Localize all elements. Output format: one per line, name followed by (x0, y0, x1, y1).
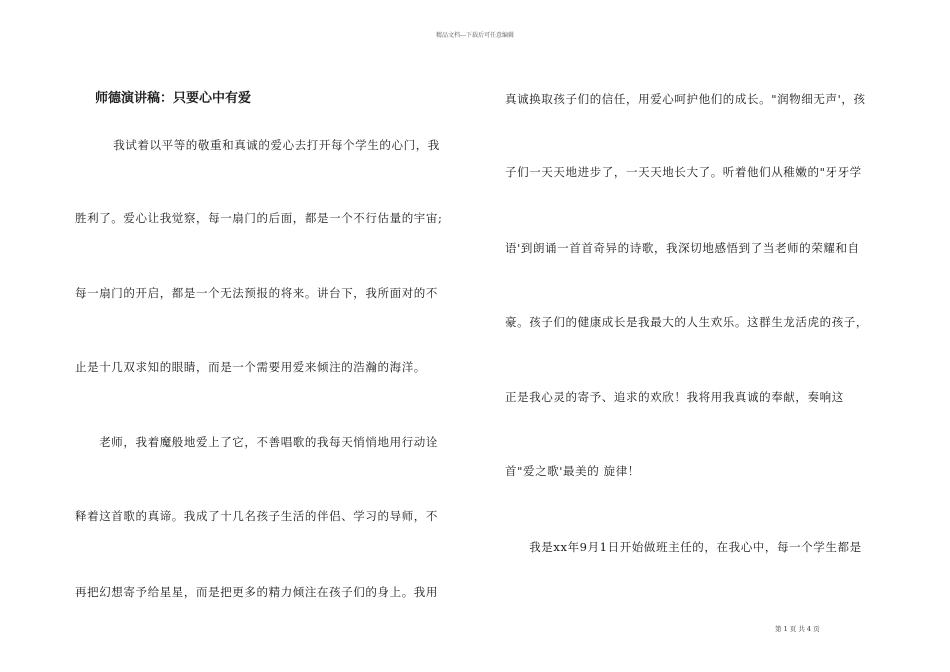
text-line: 每一扇门的开启，都是一个无法预报的将来。讲台下，我所面对的不 (75, 286, 438, 300)
text-line: 正是我心灵的寄予、追求的欢欣！我将用我真诚的奉献，奏响这 (505, 390, 844, 404)
document-title: 师德演讲稿：只要心中有爱 (95, 91, 252, 106)
text-line: 再把幻想寄予给星星，而是把更多的精力倾注在孩子们的身上。我用 (75, 585, 438, 599)
text-line: 我试着以平等的敬重和真诚的爱心去打开每个学生的心门，我 (89, 138, 440, 152)
text-line: 胜利了。爱心让我觉察，每一扇门的后面，都是一个不行估量的宇宙; (75, 211, 443, 225)
text-line: 子们一天天地进步了，一天天地长大了。听着他们从稚嫩的"牙牙学 (505, 165, 862, 179)
text-line: 语'到朗诵一首首奇异的诗歌，我深切地感悟到了当老师的荣耀和自 (505, 241, 860, 255)
text-line: 我是xx年9月1日开始做班主任的，在我心中，每一个学生都是 (505, 540, 862, 554)
text-line: 释着这首歌的真谛。我成了十几名孩子生活的伴侣、学习的导师，不 (75, 509, 438, 523)
text-line: 老师，我着魔般地爱上了它，不善唱歌的我每天悄悄地用行动诠 (75, 435, 438, 449)
text-line: 豪。孩子们的健康成长是我最大的人生欢乐。这群生龙活虎的孩子， (505, 315, 868, 329)
page-number: 第 1 页 共 4 页 (775, 625, 820, 633)
text-line: 真诚换取孩子们的信任，用爱心呵护他们的成长。"润物细无声'，孩 (505, 92, 866, 106)
page-header-note: 精品文档---下载后可任意编辑 (435, 32, 515, 39)
text-line: 首"爱之歌'最美的 旋律！ (505, 464, 640, 478)
text-line: 止是十几双求知的眼睛，而是一个需要用爱来倾注的浩瀚的海洋。 (75, 360, 426, 374)
